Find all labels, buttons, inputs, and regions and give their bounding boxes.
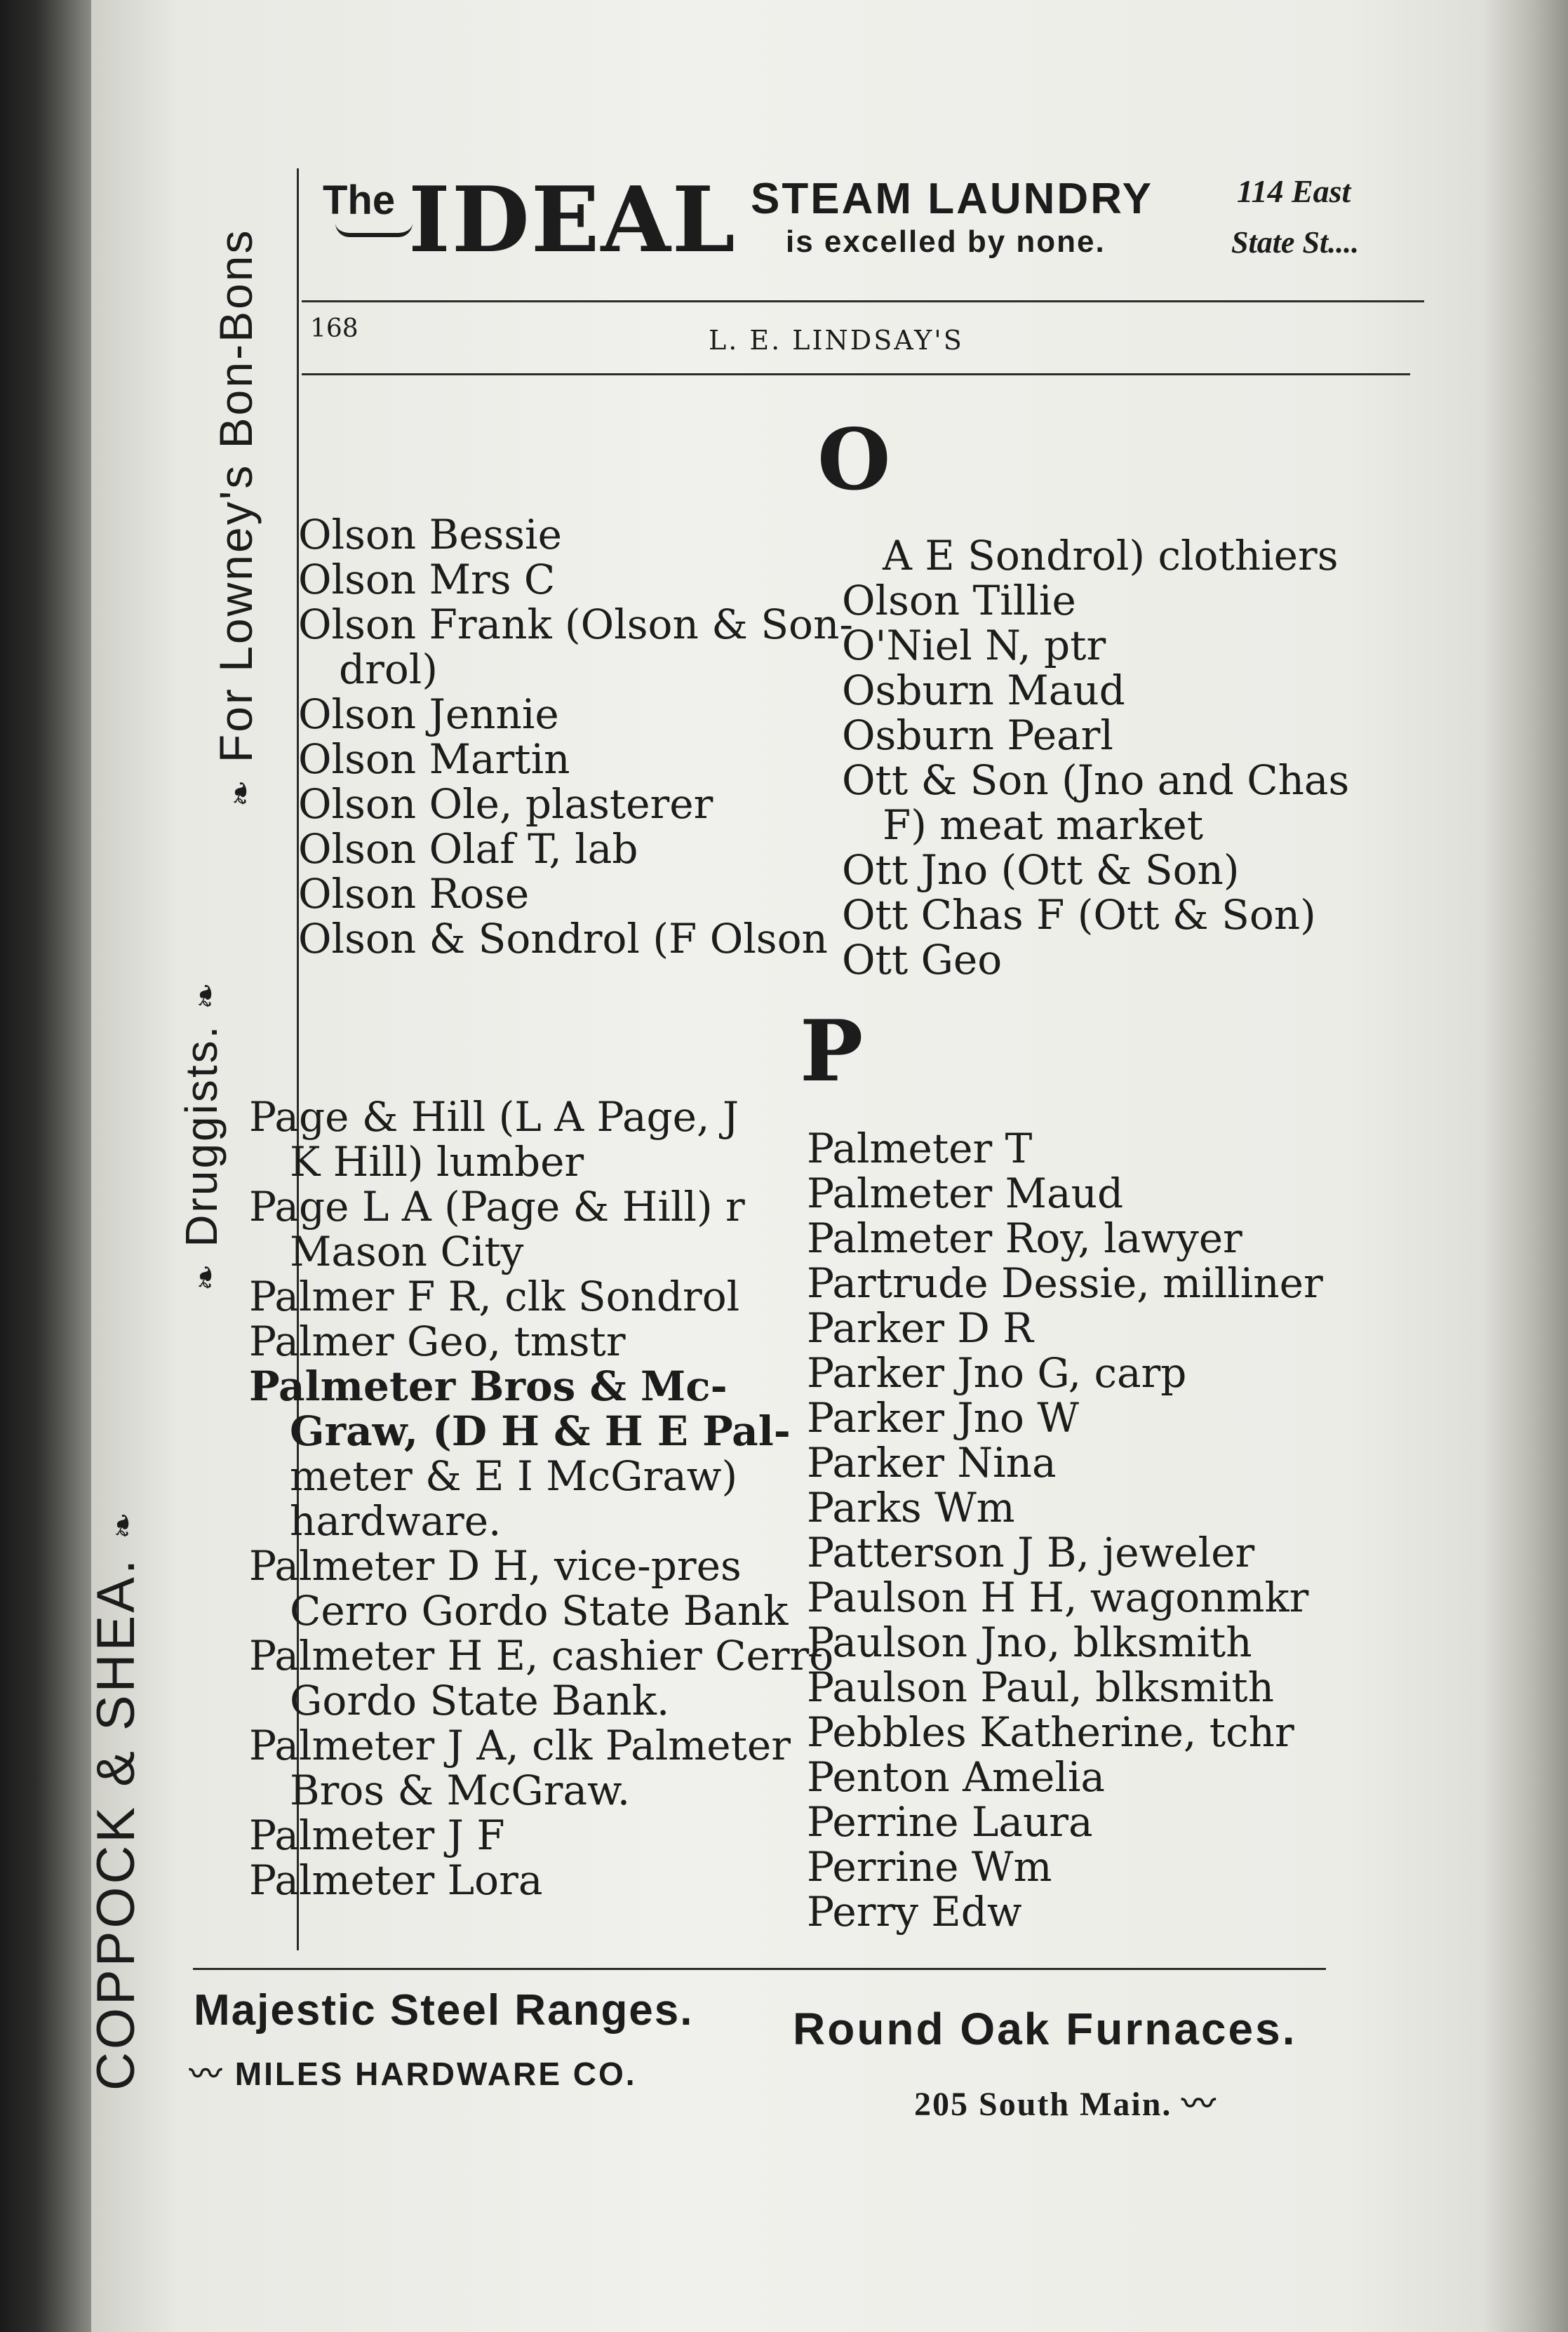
- directory-entry-continuation: Gordo State Bank.: [290, 1677, 670, 1724]
- directory-entry: Osburn Pearl: [842, 711, 1113, 759]
- section-p-right-column: [807, 1126, 1323, 1934]
- footer-advertisement: [189, 1985, 1396, 2147]
- directory-entry-continuation: hardware.: [290, 1497, 502, 1545]
- directory-entry: Page & Hill (L A Page, J: [249, 1093, 739, 1141]
- directory-entry-continuation: Bros & McGraw.: [290, 1767, 631, 1814]
- section-letter-p: P: [800, 1002, 864, 1101]
- footer-ad-furnaces: Round Oak Furnaces.: [793, 2004, 1297, 2054]
- directory-entry-continuation: Graw, (D H & H E Pal-: [290, 1407, 791, 1455]
- directory-entry: Parks Wm: [807, 1484, 1015, 1532]
- directory-entry: Olson Olaf T, lab: [298, 825, 638, 873]
- directory-entry: Olson Mrs C: [298, 556, 556, 603]
- section-o-left-column: [298, 512, 853, 961]
- header-ad-tagline: is excelled by none.: [786, 225, 1106, 259]
- header-advertisement: [323, 168, 1431, 288]
- directory-entry-continuation: meter & E I McGraw): [290, 1452, 738, 1500]
- footer-ad-ranges: Majestic Steel Ranges.: [194, 1986, 694, 2035]
- header-ad-address-line2: State St....: [1231, 225, 1360, 260]
- directory-entry: Olson Martin: [298, 735, 570, 783]
- leaf-ornament-icon: ❧: [187, 1261, 224, 1291]
- directory-entry-continuation: Cerro Gordo State Bank: [290, 1587, 789, 1635]
- footer-ad-address: 205 South Main. 〰: [914, 2086, 1217, 2123]
- side-ad-druggists: [175, 980, 227, 1291]
- directory-entry: Partrude Dessie, milliner: [807, 1259, 1323, 1307]
- directory-entry: Palmeter J F: [249, 1811, 505, 1859]
- header-ad-name: IDEAL: [408, 168, 737, 273]
- section-letter-o: O: [817, 410, 891, 509]
- section-o-right-column: [842, 533, 1349, 982]
- directory-entry: Page L A (Page & Hill) r: [249, 1183, 745, 1231]
- directory-entry: Paulson Paul, blksmith: [807, 1663, 1274, 1711]
- directory-entry: Patterson J B, jeweler: [807, 1529, 1255, 1576]
- directory-entry: Perrine Wm: [807, 1843, 1052, 1891]
- directory-entry: Perry Edw: [807, 1888, 1022, 1936]
- directory-entry: Pebbles Katherine, tchr: [807, 1708, 1294, 1756]
- footer-ad-hardware-co-text: MILES HARDWARE CO.: [234, 2056, 637, 2092]
- header-rule-top: [302, 300, 1424, 302]
- directory-entry: Ott Chas F (Ott & Son): [842, 891, 1316, 939]
- directory-entry: Palmeter Bros & Mc-: [249, 1362, 728, 1410]
- directory-entry-continuation: Mason City: [290, 1228, 524, 1275]
- directory-entry: Ott Jno (Ott & Son): [842, 846, 1240, 894]
- header-ad-the: The: [323, 177, 396, 223]
- directory-entry: Parker Jno G, carp: [807, 1349, 1187, 1397]
- directory-entry: Parker D R: [807, 1304, 1033, 1352]
- directory-entry: Parker Jno W: [807, 1394, 1079, 1442]
- directory-entry: Palmer F R, clk Sondrol: [249, 1273, 740, 1320]
- running-title: L. E. LINDSAY'S: [709, 325, 964, 356]
- directory-entry: Olson Ole, plasterer: [298, 780, 713, 828]
- directory-entry: Olson Tillie: [842, 577, 1076, 624]
- leaf-ornament-icon: ❧: [222, 777, 259, 807]
- book-spine: [0, 0, 91, 2332]
- header-ad-swash: [335, 223, 413, 237]
- directory-entry: Paulson Jno, blksmith: [807, 1619, 1252, 1666]
- directory-entry: Olson & Sondrol (F Olson: [298, 915, 828, 963]
- leaf-ornament-icon: ❧: [187, 980, 224, 1010]
- leaf-ornament-icon: ❧: [105, 1509, 141, 1539]
- directory-entry: Perrine Laura: [807, 1798, 1093, 1846]
- side-ad-druggists-text: Druggists.: [176, 1024, 227, 1247]
- footer-ad-hardware-co: 〰 MILES HARDWARE CO.: [189, 2056, 637, 2092]
- directory-entry-continuation: F) meat market: [883, 801, 1204, 849]
- directory-entry: Palmeter T: [807, 1125, 1033, 1172]
- directory-entry: Parker Nina: [807, 1439, 1057, 1487]
- page-edge-shadow: [1484, 0, 1568, 2332]
- footer-rule: [193, 1968, 1326, 1970]
- directory-entry: Ott & Son (Jno and Chas: [842, 756, 1350, 804]
- header-ad-address-line1: 114 East: [1237, 173, 1351, 209]
- side-ad-lowney-text: For Lowney's Bon-Bons: [210, 228, 262, 763]
- directory-entry-continuation: A E Sondrol) clothiers: [883, 532, 1339, 579]
- footer-ad-address-text: 205 South Main.: [914, 2086, 1172, 2123]
- header-rule-bottom: [302, 373, 1410, 375]
- directory-entry-continuation: K Hill) lumber: [290, 1138, 584, 1186]
- side-ad-coppock: [86, 1509, 147, 2091]
- directory-entry: O'Niel N, ptr: [842, 622, 1106, 669]
- directory-entry: Olson Bessie: [298, 511, 562, 558]
- directory-entry: Palmeter Maud: [807, 1170, 1124, 1217]
- directory-entry: Palmeter H E, cashier Cerro: [249, 1632, 834, 1680]
- directory-entry: Palmer Geo, tmstr: [249, 1318, 626, 1365]
- directory-entry: Palmeter Roy, lawyer: [807, 1214, 1242, 1262]
- directory-entry: Olson Frank (Olson & Son-: [298, 601, 853, 648]
- directory-entry: Osburn Maud: [842, 666, 1125, 714]
- directory-entry: Palmeter J A, clk Palmeter: [249, 1722, 791, 1769]
- header-ad-service: STEAM LAUNDRY: [751, 175, 1154, 223]
- directory-entry-continuation: drol): [339, 645, 438, 693]
- directory-entry: Palmeter Lora: [249, 1856, 543, 1904]
- directory-entry: Palmeter D H, vice-pres: [249, 1542, 742, 1590]
- section-p-left-column: [249, 1094, 833, 1903]
- directory-entry: Olson Jennie: [298, 690, 559, 738]
- directory-entry: Paulson H H, wagonmkr: [807, 1574, 1309, 1621]
- side-ad-lowney: [209, 229, 262, 808]
- directory-entry: Ott Geo: [842, 936, 1003, 984]
- directory-entry: Olson Rose: [298, 870, 530, 918]
- page-number: 168: [310, 314, 359, 343]
- side-ad-coppock-text: COPPOCK & SHEA.: [86, 1556, 146, 2091]
- directory-entry: Penton Amelia: [807, 1753, 1106, 1801]
